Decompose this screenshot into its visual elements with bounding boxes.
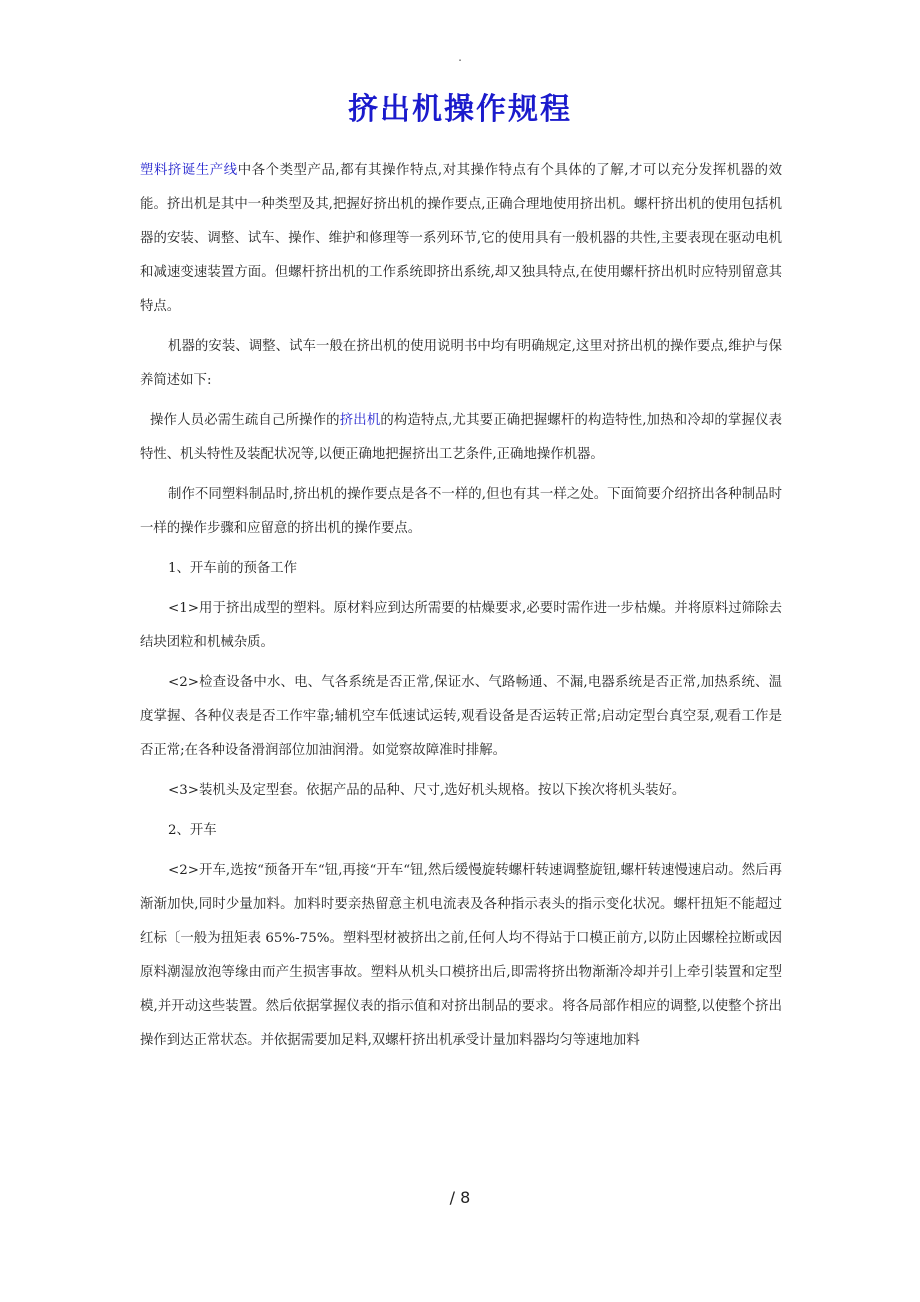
header-mark: . xyxy=(458,50,462,64)
section-heading-prepare: 1、开车前的预备工作 xyxy=(168,561,298,576)
extrusion-line-link[interactable]: 塑料挤诞生产线 xyxy=(140,163,238,178)
paragraph-operator-post: 的构造特点,尤其要正确把握螺杆的构造特性,加热和冷却的掌握仪表特性、机头特性及装配状况等,以便正确地把握挤出工艺条件,正确地操作机器。 xyxy=(140,413,783,462)
document-body xyxy=(140,154,782,1064)
list-item-die-install: <3>装机头及定型套。依据产品的品种、尺寸,选好机头规格。按以下挨次将机头装好。 xyxy=(168,783,686,798)
extruder-link[interactable]: 挤出机 xyxy=(339,413,381,428)
section-heading-start: 2、开车 xyxy=(168,823,217,838)
paragraph-operator xyxy=(140,404,782,472)
paragraph-operator-pre: 操作人员必需生疏自己所操作的 xyxy=(150,413,340,428)
paragraph-products: 制作不同塑料制品时,挤出机的操作要点是各不一样的,但也有其一样之处。下面简要介绍挤出各种制品时一样的操作步骤和应留意的挤出机的操作要点。 xyxy=(140,487,782,536)
page-number: / 8 xyxy=(449,1188,471,1207)
list-item-start-procedure: <2>开车,选按“预备开车“钮,再接“开车“钮,然后缓慢旋转螺杆转速调整旋钮,螺杆转速慢速启动。然后再渐渐加快,同时少量加料。加料时要亲热留意主机电流表及各种指示表头的指示变化状况。螺杆扭矩不能超过红标〔一般为扭矩表 65%-75%。塑料型材被挤出之前,任何人均不得站于口模正前方,以防止因螺栓拉断或因原料潮湿放泡等缘由而产生损害事故。塑料从机头口模挤出后,即需将挤出物渐渐冷却并引上牵引装置和定型模,并开动这些装置。然后依据掌握仪表的指示值和对挤出制品的要求。将各局部作相应的调整,以使整个挤出操作到达正常状态。并依据需要加足料,双螺杆挤出机承受计量加料器均匀等速地加料 xyxy=(140,863,782,1048)
paragraph-installation: 机器的安装、调整、试车一般在挤出机的使用说明书中均有明确规定,这里对挤出机的操作要点,维护与保养简述如下: xyxy=(140,339,782,388)
page-title: 挤出机操作规程 xyxy=(348,92,572,127)
list-item-inspection: <2>检查设备中水、电、气各系统是否正常,保证水、气路畅通、不漏,电器系统是否正常,加热系统、温度掌握、各种仪表是否工作牢靠;辅机空车低速试运转,观看设备是否运转正常;启动定型台真空泵,观看工作是否正常;在各种设备滑润部位加油润滑。如觉察故障准时排解。 xyxy=(140,675,782,758)
paragraph-intro-text: 中各个类型产品,都有其操作特点,对其操作特点有个具体的了解,才可以充分发挥机器的效能。挤出机是其中一种类型及其,把握好挤出机的操作要点,正确合理地使用挤出机。螺杆挤出机的使用包括机器的安装、调整、试车、操作、维护和修理等一系列环节,它的使用具有一般机器的共性,主要表现在驱动电机和减速变速装置方面。但螺杆挤出机的工作系统即挤出系统,却又独具特点,在使用螺杆挤出机时应特别留意其特点。 xyxy=(140,163,782,314)
paragraph-intro xyxy=(140,154,782,324)
list-item-materials: <1>用于挤出成型的塑料。原材料应到达所需要的枯燥要求,必要时需作进一步枯燥。并将原料过筛除去结块团粒和机械杂质。 xyxy=(140,601,782,650)
